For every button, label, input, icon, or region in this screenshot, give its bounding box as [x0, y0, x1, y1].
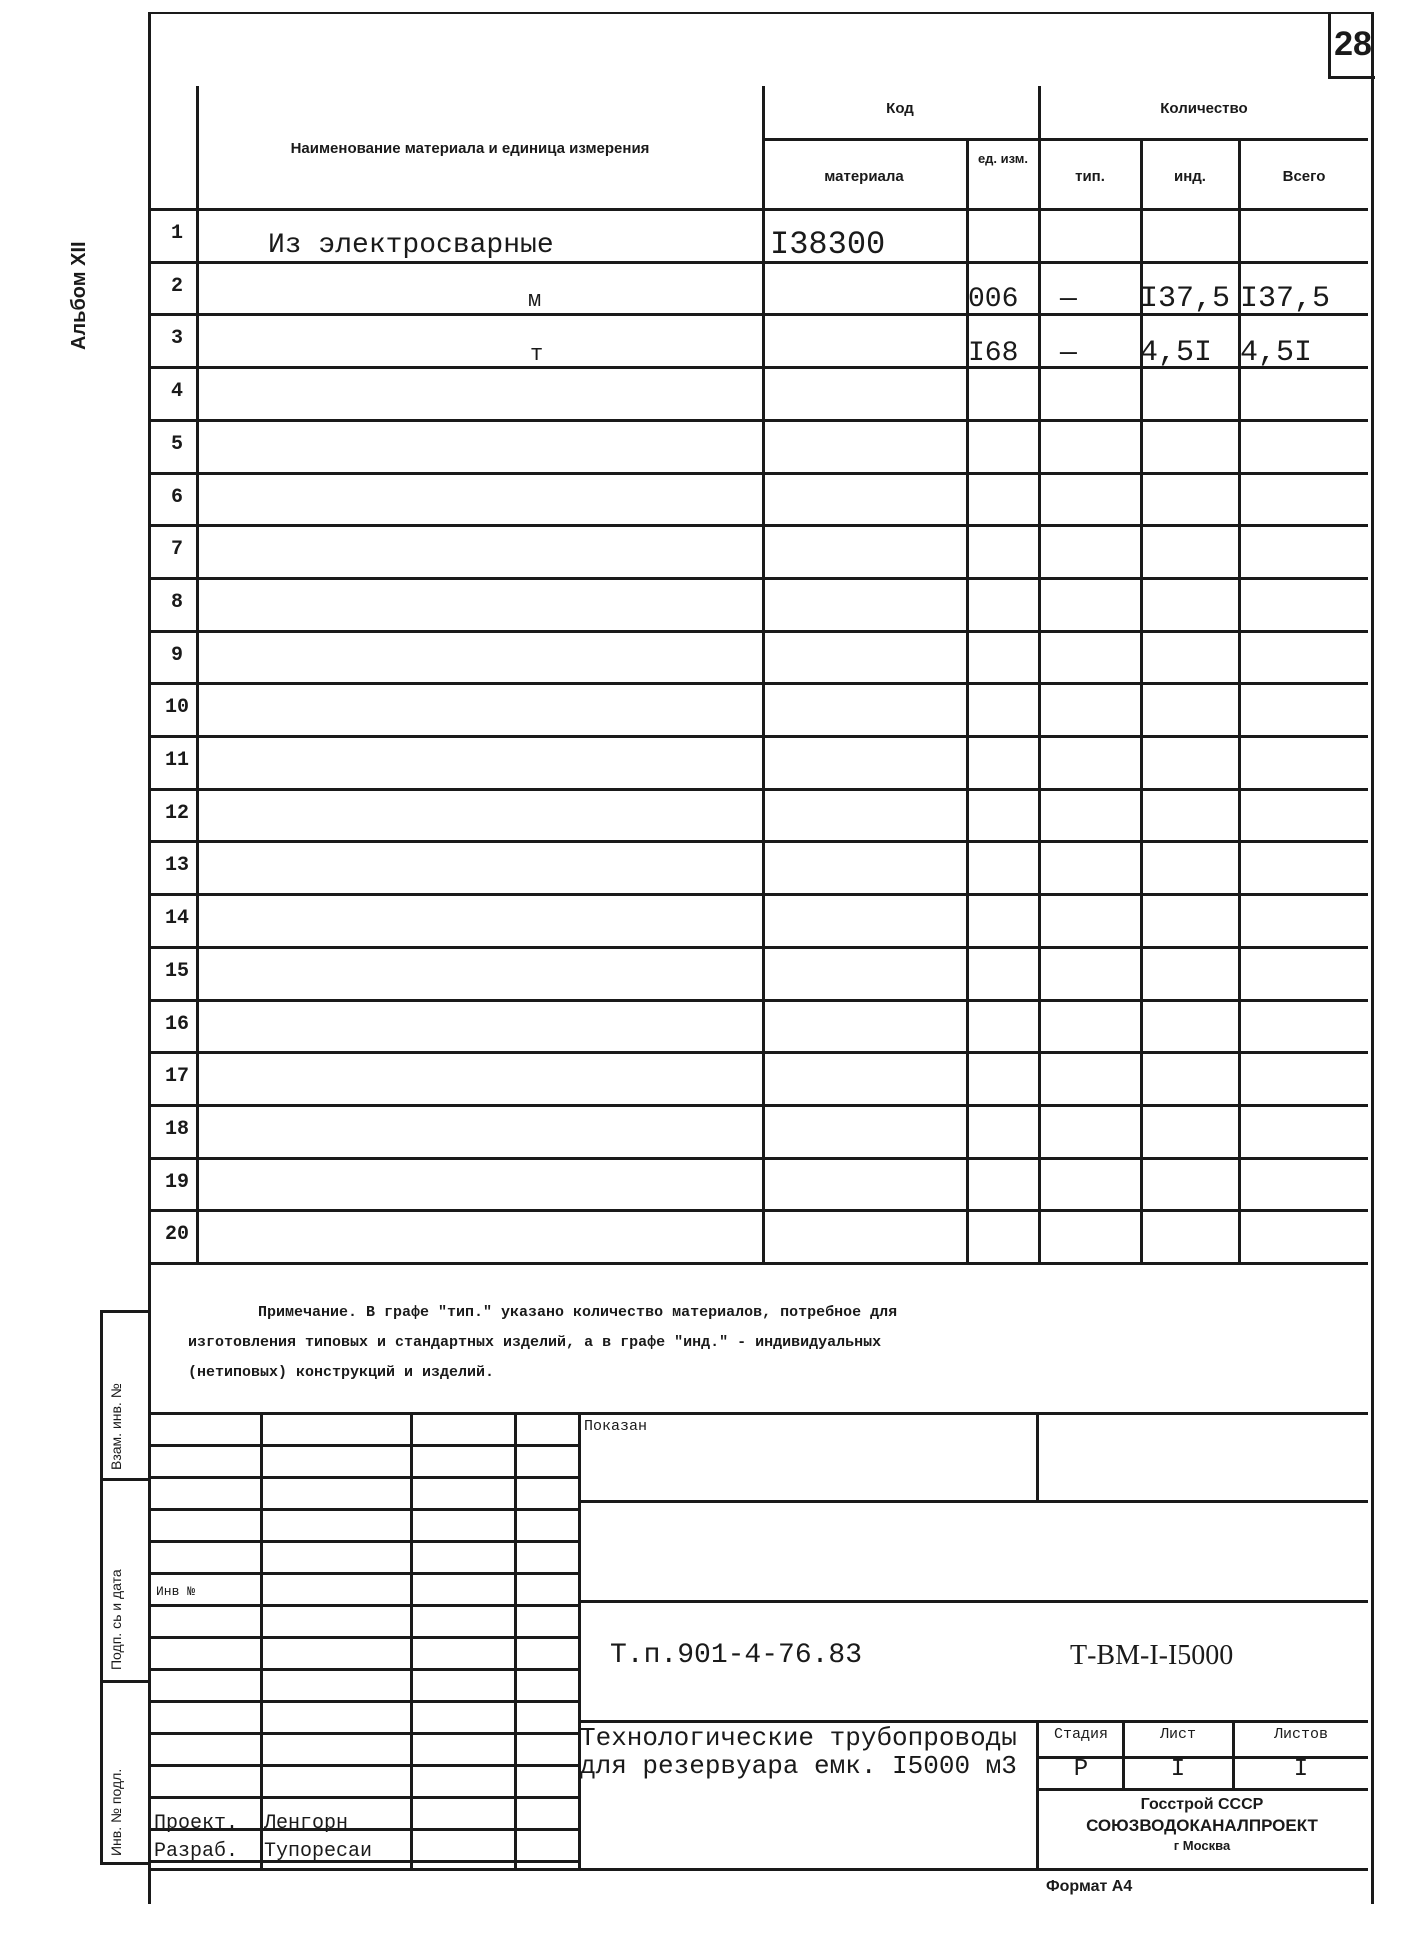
tb-row-line	[150, 1444, 578, 1447]
tb-signer1-role: Проект.	[154, 1812, 239, 1835]
tb-title: Технологические трубопроводы для резервуара емк. I5000 м3	[580, 1723, 1017, 1781]
tb-row-line	[150, 1636, 578, 1639]
tb-row-line	[150, 1572, 578, 1575]
header-name-col: Наименование материала и единица измерения	[290, 140, 650, 157]
header-code-material: материала	[824, 168, 904, 185]
row-line	[150, 1209, 1368, 1212]
header-unit: ед. изм.	[977, 151, 1029, 166]
row-2-typ: —	[1060, 284, 1077, 315]
tb-line	[260, 1412, 263, 1870]
stamp-line	[100, 1310, 150, 1313]
row-number: 4	[170, 380, 183, 403]
tb-bottom-line	[150, 1868, 1368, 1871]
row-number: 3	[170, 327, 183, 350]
tb-line	[410, 1412, 413, 1870]
row-line	[150, 1051, 1368, 1054]
row-3-ind: 4,5I	[1140, 336, 1213, 370]
tb-stage-label: Стадия	[1053, 1726, 1108, 1743]
row-number: 14	[164, 907, 189, 930]
tb-doc-code: Т.п.901-4-76.83	[610, 1640, 863, 1671]
row-3-typ: —	[1060, 338, 1077, 369]
tb-line	[1036, 1412, 1039, 1500]
row-3-total: 4,5I	[1240, 336, 1313, 370]
table-bottom-line	[150, 1262, 1368, 1265]
tb-row-line	[150, 1508, 578, 1511]
row-number: 15	[164, 960, 189, 983]
row-2-name: м	[528, 288, 542, 313]
row-number: 5	[170, 433, 183, 456]
stamp-line	[100, 1478, 150, 1481]
stamp-sign-date: Подп. сь и дата	[108, 1569, 124, 1670]
row-number: 17	[164, 1065, 189, 1088]
tb-row-line	[150, 1764, 578, 1767]
stamp-line	[100, 1680, 150, 1683]
tb-row-line	[150, 1604, 578, 1607]
header-qty-ind: инд.	[1174, 168, 1206, 185]
stamp-left-line	[100, 1310, 103, 1862]
row-2-ind: I37,5	[1140, 282, 1231, 316]
sheet-number: 28	[1328, 12, 1375, 79]
tb-org-1: Госстрой СССР	[1140, 1796, 1264, 1813]
row-2-unit: 006	[968, 284, 1019, 315]
tb-signer2-name: Тупоресаи	[264, 1840, 373, 1863]
tb-line	[1036, 1788, 1368, 1791]
row-line	[150, 999, 1368, 1002]
tb-org-3: г Москва	[1173, 1838, 1231, 1853]
row-3-name: т	[530, 342, 544, 367]
row-line	[150, 840, 1368, 843]
row-line	[150, 472, 1368, 475]
tb-shown-label: Показан	[584, 1418, 648, 1435]
header-sub-line	[762, 138, 1368, 141]
format-label: Формат А4	[1046, 1878, 1133, 1895]
tb-row-line	[150, 1668, 578, 1671]
row-1-code: I38300	[770, 226, 886, 263]
row-line	[150, 419, 1368, 422]
row-line	[150, 524, 1368, 527]
row-number: 7	[170, 538, 183, 561]
tb-line	[578, 1412, 581, 1870]
tb-row-line	[150, 1796, 578, 1799]
tb-org-2: СОЮЗВОДОКАНАЛПРОЕКТ	[1086, 1816, 1318, 1835]
tb-sheets-value: I	[1293, 1756, 1309, 1783]
row-line	[150, 1104, 1368, 1107]
album-label: Альбом XII	[68, 241, 90, 350]
row-number: 13	[164, 854, 189, 877]
row-number: 12	[164, 802, 189, 825]
row-number: 1	[170, 222, 183, 245]
stamp-line	[100, 1862, 150, 1865]
row-line	[150, 788, 1368, 791]
row-2-total: I37,5	[1240, 282, 1331, 316]
tb-line	[578, 1500, 1368, 1503]
row-number: 9	[170, 644, 183, 667]
row-number: 20	[164, 1223, 189, 1246]
header-qty-typ: тип.	[1075, 168, 1105, 185]
stamp-inv-orig: Инв. № подл.	[108, 1768, 124, 1856]
tb-row-line	[150, 1732, 578, 1735]
row-1-name: Из электросварные	[268, 230, 554, 261]
row-line	[150, 682, 1368, 685]
tb-sheets-label: Листов	[1273, 1726, 1328, 1743]
row-number: 16	[164, 1013, 189, 1036]
tb-signer1-name: Ленгорн	[264, 1812, 349, 1835]
row-line	[150, 261, 1368, 264]
row-number: 10	[164, 696, 189, 719]
tb-sheet-code: Т-ВМ-I-I5000	[1070, 1640, 1234, 1671]
tb-row-line	[150, 1540, 578, 1543]
tb-stage-value: Р	[1073, 1756, 1089, 1783]
tb-sheet-label: Лист	[1159, 1726, 1196, 1743]
tb-signer2-role: Разраб.	[154, 1840, 239, 1863]
header-bottom-line	[150, 208, 1368, 211]
row-line	[150, 735, 1368, 738]
row-line	[150, 893, 1368, 896]
row-line	[150, 1157, 1368, 1160]
row-number: 2	[170, 275, 183, 298]
tb-inv-label: Инв №	[156, 1584, 196, 1599]
header-qty-total: Всего	[1282, 168, 1326, 185]
row-line	[150, 630, 1368, 633]
header-qty: Количество	[1160, 100, 1248, 117]
tb-line	[514, 1412, 517, 1870]
tb-row-line	[150, 1476, 578, 1479]
row-line	[150, 577, 1368, 580]
header-code: Код	[886, 100, 914, 117]
row-number: 18	[164, 1118, 189, 1141]
tb-sheet-value: I	[1170, 1756, 1186, 1783]
row-number: 19	[164, 1171, 189, 1194]
row-number: 11	[164, 749, 189, 772]
row-line	[150, 946, 1368, 949]
note-text: Примечание. В графе "тип." указано количество материалов, потребное для изготовления типовых и стандартных изделий, а в графе "инд." - индивидуальных (нетиповых) конструкций и изделий.	[188, 1304, 898, 1381]
stamp-replace-inv: Взам. инв. №	[108, 1383, 124, 1470]
row-number: 8	[170, 591, 183, 614]
tb-row-line	[150, 1700, 578, 1703]
tb-top-line	[150, 1412, 1368, 1415]
tb-line	[578, 1600, 1368, 1603]
row-number: 6	[170, 486, 183, 509]
row-3-unit: I68	[968, 338, 1019, 369]
